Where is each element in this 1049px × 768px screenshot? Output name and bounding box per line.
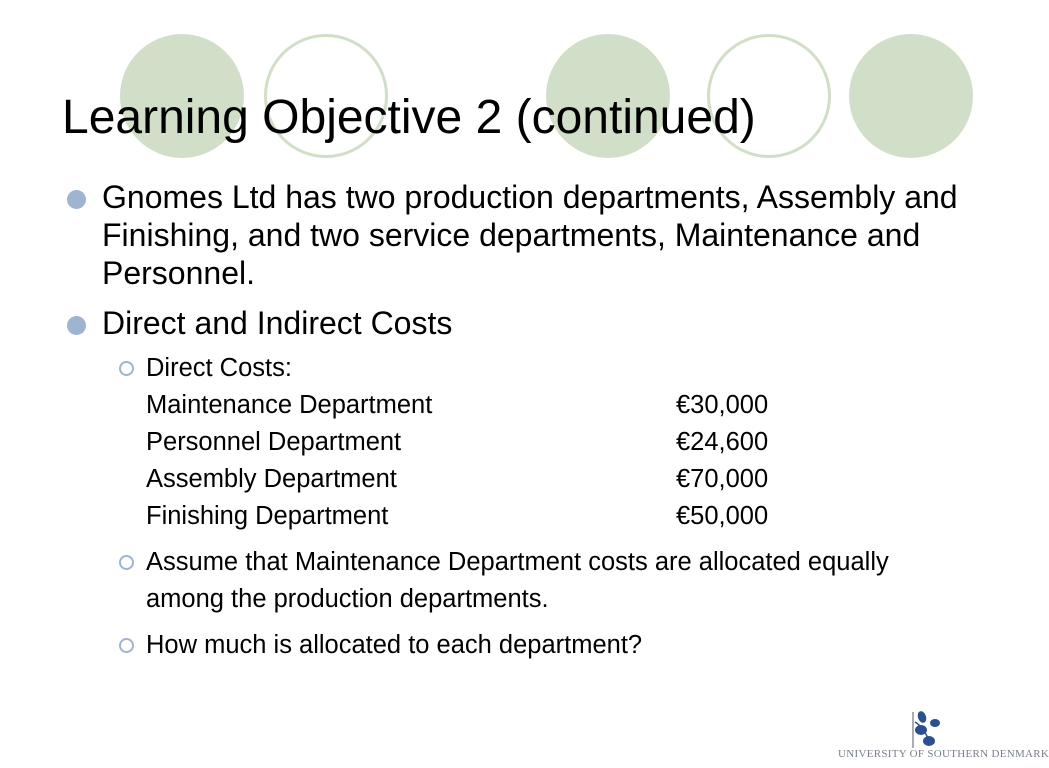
bullet-dot-icon bbox=[67, 190, 86, 209]
cost-row bbox=[146, 424, 964, 461]
question-text: How much is allocated to each department? bbox=[146, 631, 643, 659]
cost-amount: €24,600 bbox=[676, 428, 769, 456]
slide-title: Learning Objective 2 (continued) bbox=[62, 91, 756, 144]
cost-amount: €70,000 bbox=[676, 465, 769, 493]
cost-row bbox=[146, 461, 964, 498]
decor-circle bbox=[849, 34, 973, 158]
ring-bullet-icon bbox=[119, 555, 134, 570]
cost-row bbox=[146, 387, 964, 424]
bullet-text: Gnomes Ltd has two production departments, Assembly and Finishing, and two service departments, Maintenance and Personnel. bbox=[102, 179, 958, 291]
ring-bullet-icon bbox=[119, 638, 134, 653]
bullet-item bbox=[64, 178, 964, 292]
cost-amount: €30,000 bbox=[676, 391, 769, 419]
slide-content bbox=[64, 178, 964, 673]
bullet-item bbox=[64, 304, 964, 342]
sub-bullet-item-question bbox=[118, 627, 964, 664]
cost-department: Assembly Department bbox=[146, 465, 397, 493]
cost-department: Maintenance Department bbox=[146, 391, 433, 419]
sub-bullet-list bbox=[118, 350, 964, 664]
bullet-dot-icon bbox=[67, 316, 86, 335]
cost-amount: €50,000 bbox=[676, 502, 769, 530]
leaf-icon bbox=[838, 708, 1018, 748]
logo-text: UNIVERSITY OF SOUTHERN DENMARK bbox=[838, 748, 1049, 760]
cost-row bbox=[146, 498, 964, 535]
bullet-text: Direct and Indirect Costs bbox=[102, 305, 453, 341]
cost-department: Finishing Department bbox=[146, 502, 389, 530]
ring-bullet-icon bbox=[119, 361, 134, 376]
university-logo bbox=[838, 708, 1049, 764]
direct-costs-heading: Direct Costs: bbox=[146, 354, 292, 382]
sub-bullet-item-direct-costs bbox=[118, 350, 964, 535]
cost-department: Personnel Department bbox=[146, 428, 402, 456]
sub-bullet-item-assumption bbox=[118, 544, 964, 618]
assumption-text: Assume that Maintenance Department costs are allocated equally among the production departments. bbox=[146, 548, 889, 613]
